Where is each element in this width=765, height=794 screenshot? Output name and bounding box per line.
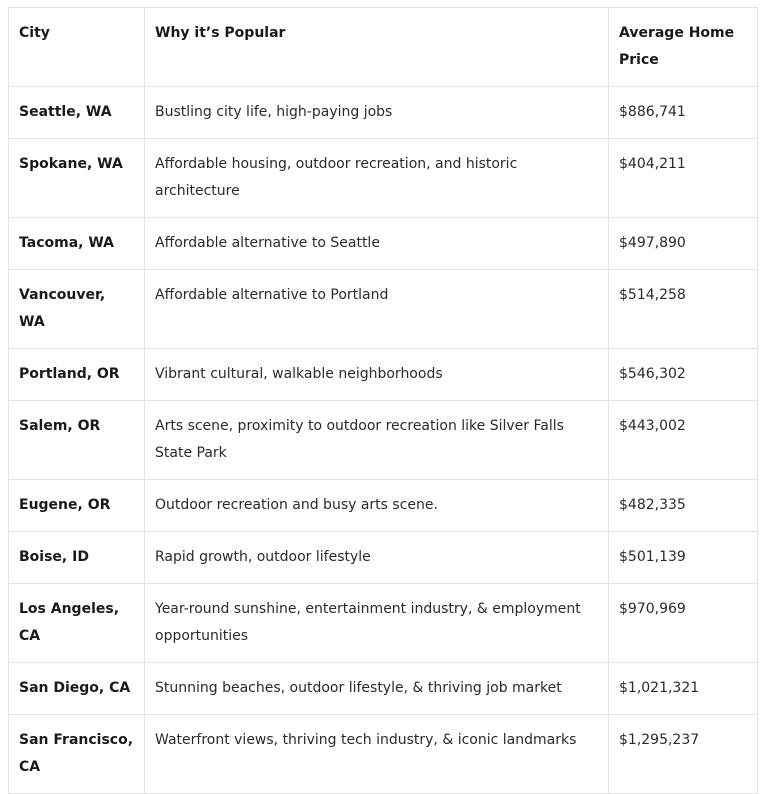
table-row [9, 480, 758, 532]
city-cell: Boise, ID [9, 532, 145, 584]
header-why-popular: Why it’s Popular [145, 8, 609, 87]
why-popular-cell: Arts scene, proximity to outdoor recreation like Silver Falls State Park [145, 401, 609, 480]
why-popular-cell: Rapid growth, outdoor lifestyle [145, 532, 609, 584]
table-row [9, 139, 758, 218]
price-cell: $514,258 [609, 270, 758, 349]
price-cell: $546,302 [609, 349, 758, 401]
price-cell: $1,021,321 [609, 663, 758, 715]
price-cell: $970,969 [609, 584, 758, 663]
price-cell: $501,139 [609, 532, 758, 584]
why-popular-cell: Year-round sunshine, entertainment industry, & employment opportunities [145, 584, 609, 663]
header-city: City [9, 8, 145, 87]
city-cell: Eugene, OR [9, 480, 145, 532]
city-cell: Spokane, WA [9, 139, 145, 218]
city-cell: San Diego, CA [9, 663, 145, 715]
table-row [9, 532, 758, 584]
price-cell: $443,002 [609, 401, 758, 480]
why-popular-cell: Waterfront views, thriving tech industry, & iconic landmarks [145, 715, 609, 794]
city-cell: Tacoma, WA [9, 218, 145, 270]
table-row [9, 218, 758, 270]
why-popular-cell: Vibrant cultural, walkable neighborhoods [145, 349, 609, 401]
price-cell: $482,335 [609, 480, 758, 532]
table-header-row [9, 8, 758, 87]
why-popular-cell: Stunning beaches, outdoor lifestyle, & thriving job market [145, 663, 609, 715]
city-cell: Los Angeles, CA [9, 584, 145, 663]
why-popular-cell: Bustling city life, high-paying jobs [145, 87, 609, 139]
table-row [9, 584, 758, 663]
why-popular-cell: Affordable alternative to Portland [145, 270, 609, 349]
table-row [9, 401, 758, 480]
price-cell: $886,741 [609, 87, 758, 139]
table-row [9, 87, 758, 139]
price-cell: $1,295,237 [609, 715, 758, 794]
header-average-home-price: Average Home Price [609, 8, 758, 87]
city-cell: San Francisco, CA [9, 715, 145, 794]
price-cell: $404,211 [609, 139, 758, 218]
table-row [9, 663, 758, 715]
table-row [9, 270, 758, 349]
why-popular-cell: Affordable housing, outdoor recreation, and historic architecture [145, 139, 609, 218]
city-cell: Portland, OR [9, 349, 145, 401]
city-cell: Seattle, WA [9, 87, 145, 139]
city-cell: Salem, OR [9, 401, 145, 480]
table-row [9, 715, 758, 794]
price-cell: $497,890 [609, 218, 758, 270]
table-row [9, 349, 758, 401]
why-popular-cell: Outdoor recreation and busy arts scene. [145, 480, 609, 532]
home-prices-table [8, 7, 758, 794]
table-container [8, 7, 758, 794]
city-cell: Vancouver, WA [9, 270, 145, 349]
why-popular-cell: Affordable alternative to Seattle [145, 218, 609, 270]
